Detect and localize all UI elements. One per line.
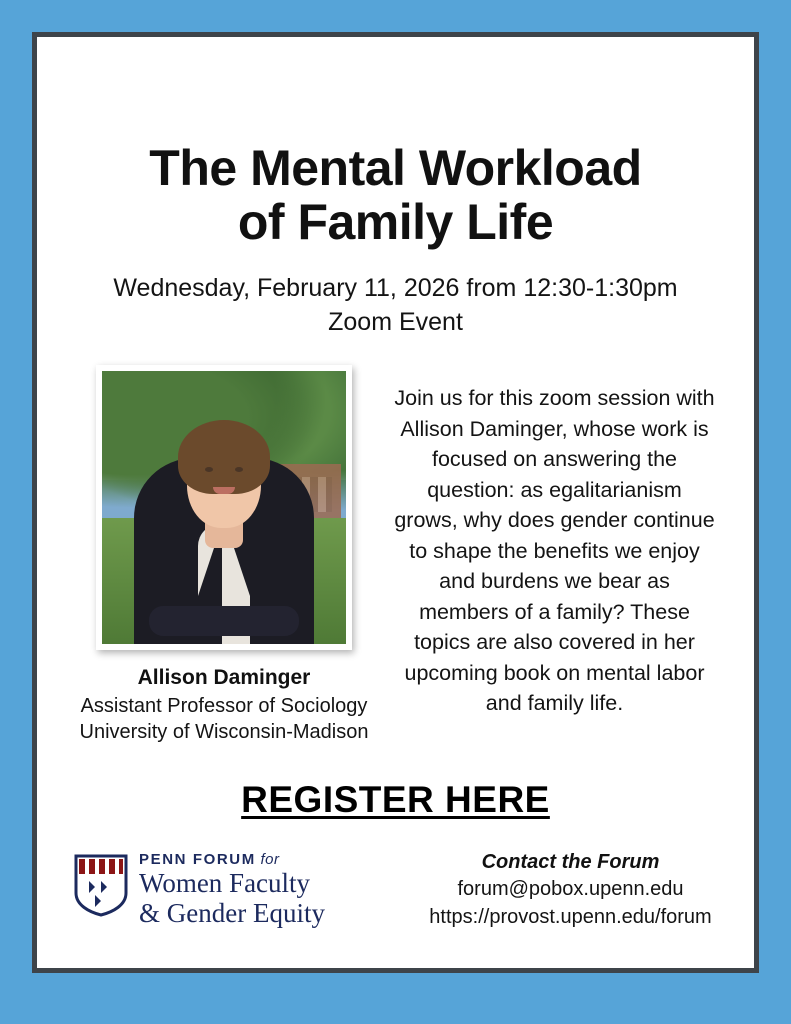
event-description: Join us for this zoom session with Allison Daminger, whose work is focused on answering the question: as egalitarianism grows, why does gender continue to shape the benefits we enjoy and burdens we bear as members of a family? These topics are also covered in her upcoming book on mental labor and family life. <box>394 386 715 716</box>
penn-forum-logo <box>73 849 413 928</box>
contact-email[interactable]: forum@pobox.upenn.edu <box>457 878 684 900</box>
register-section <box>63 779 728 821</box>
speaker-photo-frame <box>96 365 352 650</box>
contact-heading: Contact the Forum <box>481 851 660 873</box>
poster-content <box>37 37 754 968</box>
photo-mouth <box>213 487 235 494</box>
description-column <box>379 365 722 745</box>
event-format: Zoom Event <box>328 308 463 336</box>
speaker-and-description <box>63 365 728 745</box>
contact-block <box>413 849 718 930</box>
contact-website[interactable]: https://provost.upenn.edu/forum <box>429 906 712 928</box>
register-here-link[interactable]: REGISTER HERE <box>241 779 550 820</box>
penn-forum-logo-text <box>139 849 325 928</box>
photo-eye-right <box>235 467 243 472</box>
speaker-affiliation <box>80 693 369 745</box>
photo-hair <box>178 420 270 494</box>
poster-footer <box>63 849 728 930</box>
poster-title <box>63 141 728 249</box>
title-line-2: of Family Life <box>237 194 554 250</box>
speaker-name: Allison Daminger <box>137 666 311 689</box>
event-date-time: Wednesday, February 11, 2026 from 12:30-1:30pm <box>113 274 678 302</box>
logo-for: for <box>255 851 280 868</box>
speaker-institution: University of Wisconsin-Madison <box>79 721 369 743</box>
title-line-1: The Mental Workload <box>149 140 642 196</box>
logo-penn-forum: PENN FORUM <box>139 851 256 868</box>
photo-eye-left <box>205 467 213 472</box>
logo-line-3: & Gender Equity <box>139 898 325 929</box>
logo-line-2: Women Faculty <box>139 868 311 898</box>
event-details <box>63 271 728 339</box>
photo-arms <box>149 606 299 636</box>
speaker-title: Assistant Professor of Sociology <box>80 695 368 717</box>
penn-shield-icon <box>73 853 129 917</box>
poster-frame <box>32 32 759 973</box>
logo-line-1 <box>139 851 325 868</box>
speaker-photo <box>102 371 346 644</box>
speaker-column <box>69 365 379 745</box>
